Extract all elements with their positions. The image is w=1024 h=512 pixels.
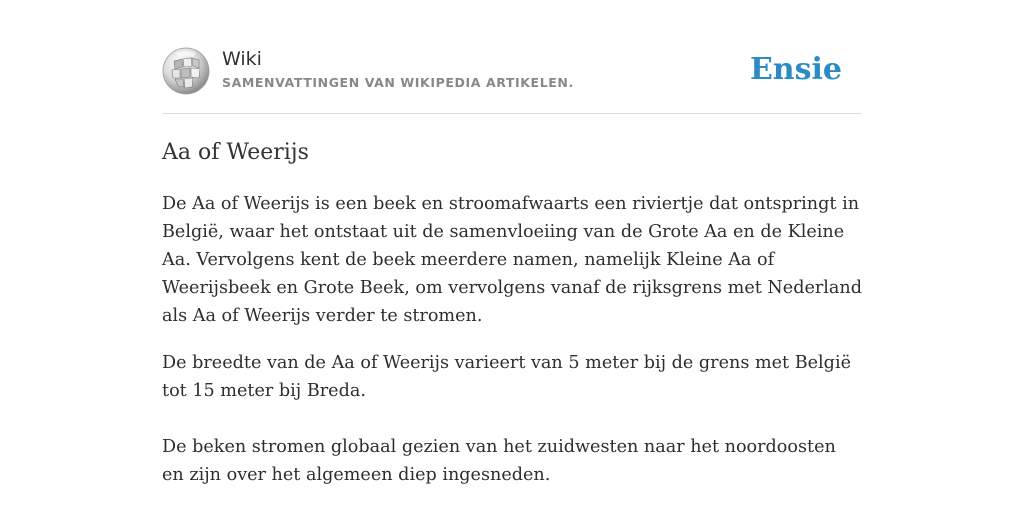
brand-logo[interactable]: Ensie <box>749 52 842 87</box>
article-paragraph-2: De breedte van de Aa of Weerijs varieert van 5 meter bij de grens met België tot 15 meter bij Breda. <box>162 353 851 401</box>
wikipedia-globe-icon[interactable] <box>162 47 210 95</box>
article-paragraph-3: De beken stromen globaal gezien van het zuidwesten naar het noordoosten en zijn over het algemeen diep ingesneden. <box>162 437 836 485</box>
site-name[interactable]: Wiki <box>222 48 262 70</box>
site-tagline: SAMENVATTINGEN VAN WIKIPEDIA ARTIKELEN. <box>222 75 574 90</box>
header-divider <box>162 113 862 114</box>
article-paragraph-1: De Aa of Weerijs is een beek en stroomafwaarts een riviertje dat ontspringt in België, waar het ontstaat uit de samenvloeiing van de Grote Aa en de Kleine Aa. Vervolgens kent de beek meerdere namen, namelijk Kleine Aa of Weerijsbeek en Grote Beek, om vervolgens vanaf de rijksgrens met Nederland als Aa of Weerijs verder te stromen. <box>162 194 863 326</box>
site-header <box>162 44 862 114</box>
page-title: Aa of Weerijs <box>162 140 309 165</box>
